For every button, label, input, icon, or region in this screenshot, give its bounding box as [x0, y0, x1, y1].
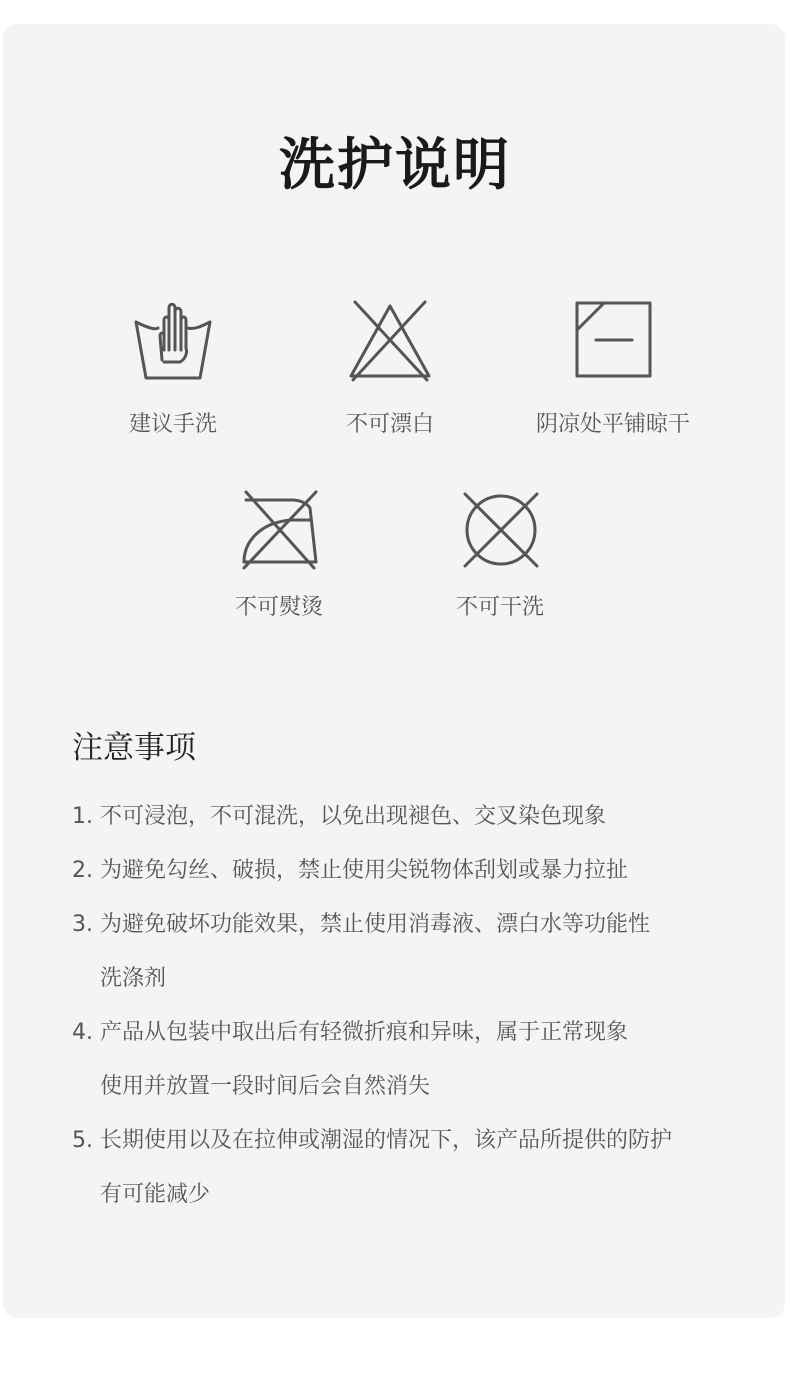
hand-wash-icon [128, 290, 218, 386]
label-no-dry-clean: 不可干洗 [455, 595, 544, 620]
note-text: 为避免勾丝、破损，禁止使用尖锐物体刮划或暴力拉扯 [100, 858, 629, 883]
note-number: 4. [72, 1020, 93, 1045]
notes-heading: 注意事项 [72, 730, 196, 766]
note-item-4 [72, 1018, 752, 1048]
note-number: 1. [72, 804, 93, 829]
care-item-dry-flat-shade [493, 290, 733, 437]
no-iron-icon [234, 480, 324, 576]
no-bleach-icon [345, 290, 435, 386]
note-item-1 [72, 802, 752, 832]
note-text: 不可浸泡，不可混洗，以免出现褪色、交叉染色现象 [100, 804, 607, 829]
note-item-3-continued: 洗涤剂 [100, 966, 167, 991]
no-dry-clean-icon [455, 480, 545, 576]
note-number: 5. [72, 1128, 93, 1153]
note-text: 长期使用以及在拉伸或潮湿的情况下，该产品所提供的防护 [100, 1128, 673, 1153]
note-item-2 [72, 856, 752, 886]
note-item-3 [72, 910, 752, 940]
note-text: 为避免破坏功能效果，禁止使用消毒液、漂白水等功能性 [100, 912, 651, 937]
care-item-no-dry-clean [380, 480, 620, 620]
care-instructions-card [3, 24, 785, 1318]
note-number: 3. [72, 912, 93, 937]
label-no-iron: 不可熨烫 [234, 595, 323, 620]
note-item-5 [72, 1126, 752, 1156]
note-item-5-continued: 有可能减少 [100, 1182, 211, 1207]
note-item-4-continued: 使用并放置一段时间后会自然消失 [100, 1074, 431, 1099]
care-item-no-iron [159, 480, 399, 620]
label-no-bleach: 不可漂白 [345, 412, 434, 437]
care-item-no-bleach [270, 290, 510, 437]
page-title: 洗护说明 [279, 133, 511, 198]
note-number: 2. [72, 858, 93, 883]
label-hand-wash: 建议手洗 [128, 412, 217, 437]
dry-flat-shade-icon [568, 290, 658, 386]
care-item-hand-wash [53, 290, 293, 437]
note-text: 产品从包装中取出后有轻微折痕和异味，属于正常现象 [100, 1020, 629, 1045]
label-dry-flat-shade: 阴凉处平铺晾干 [535, 412, 690, 437]
